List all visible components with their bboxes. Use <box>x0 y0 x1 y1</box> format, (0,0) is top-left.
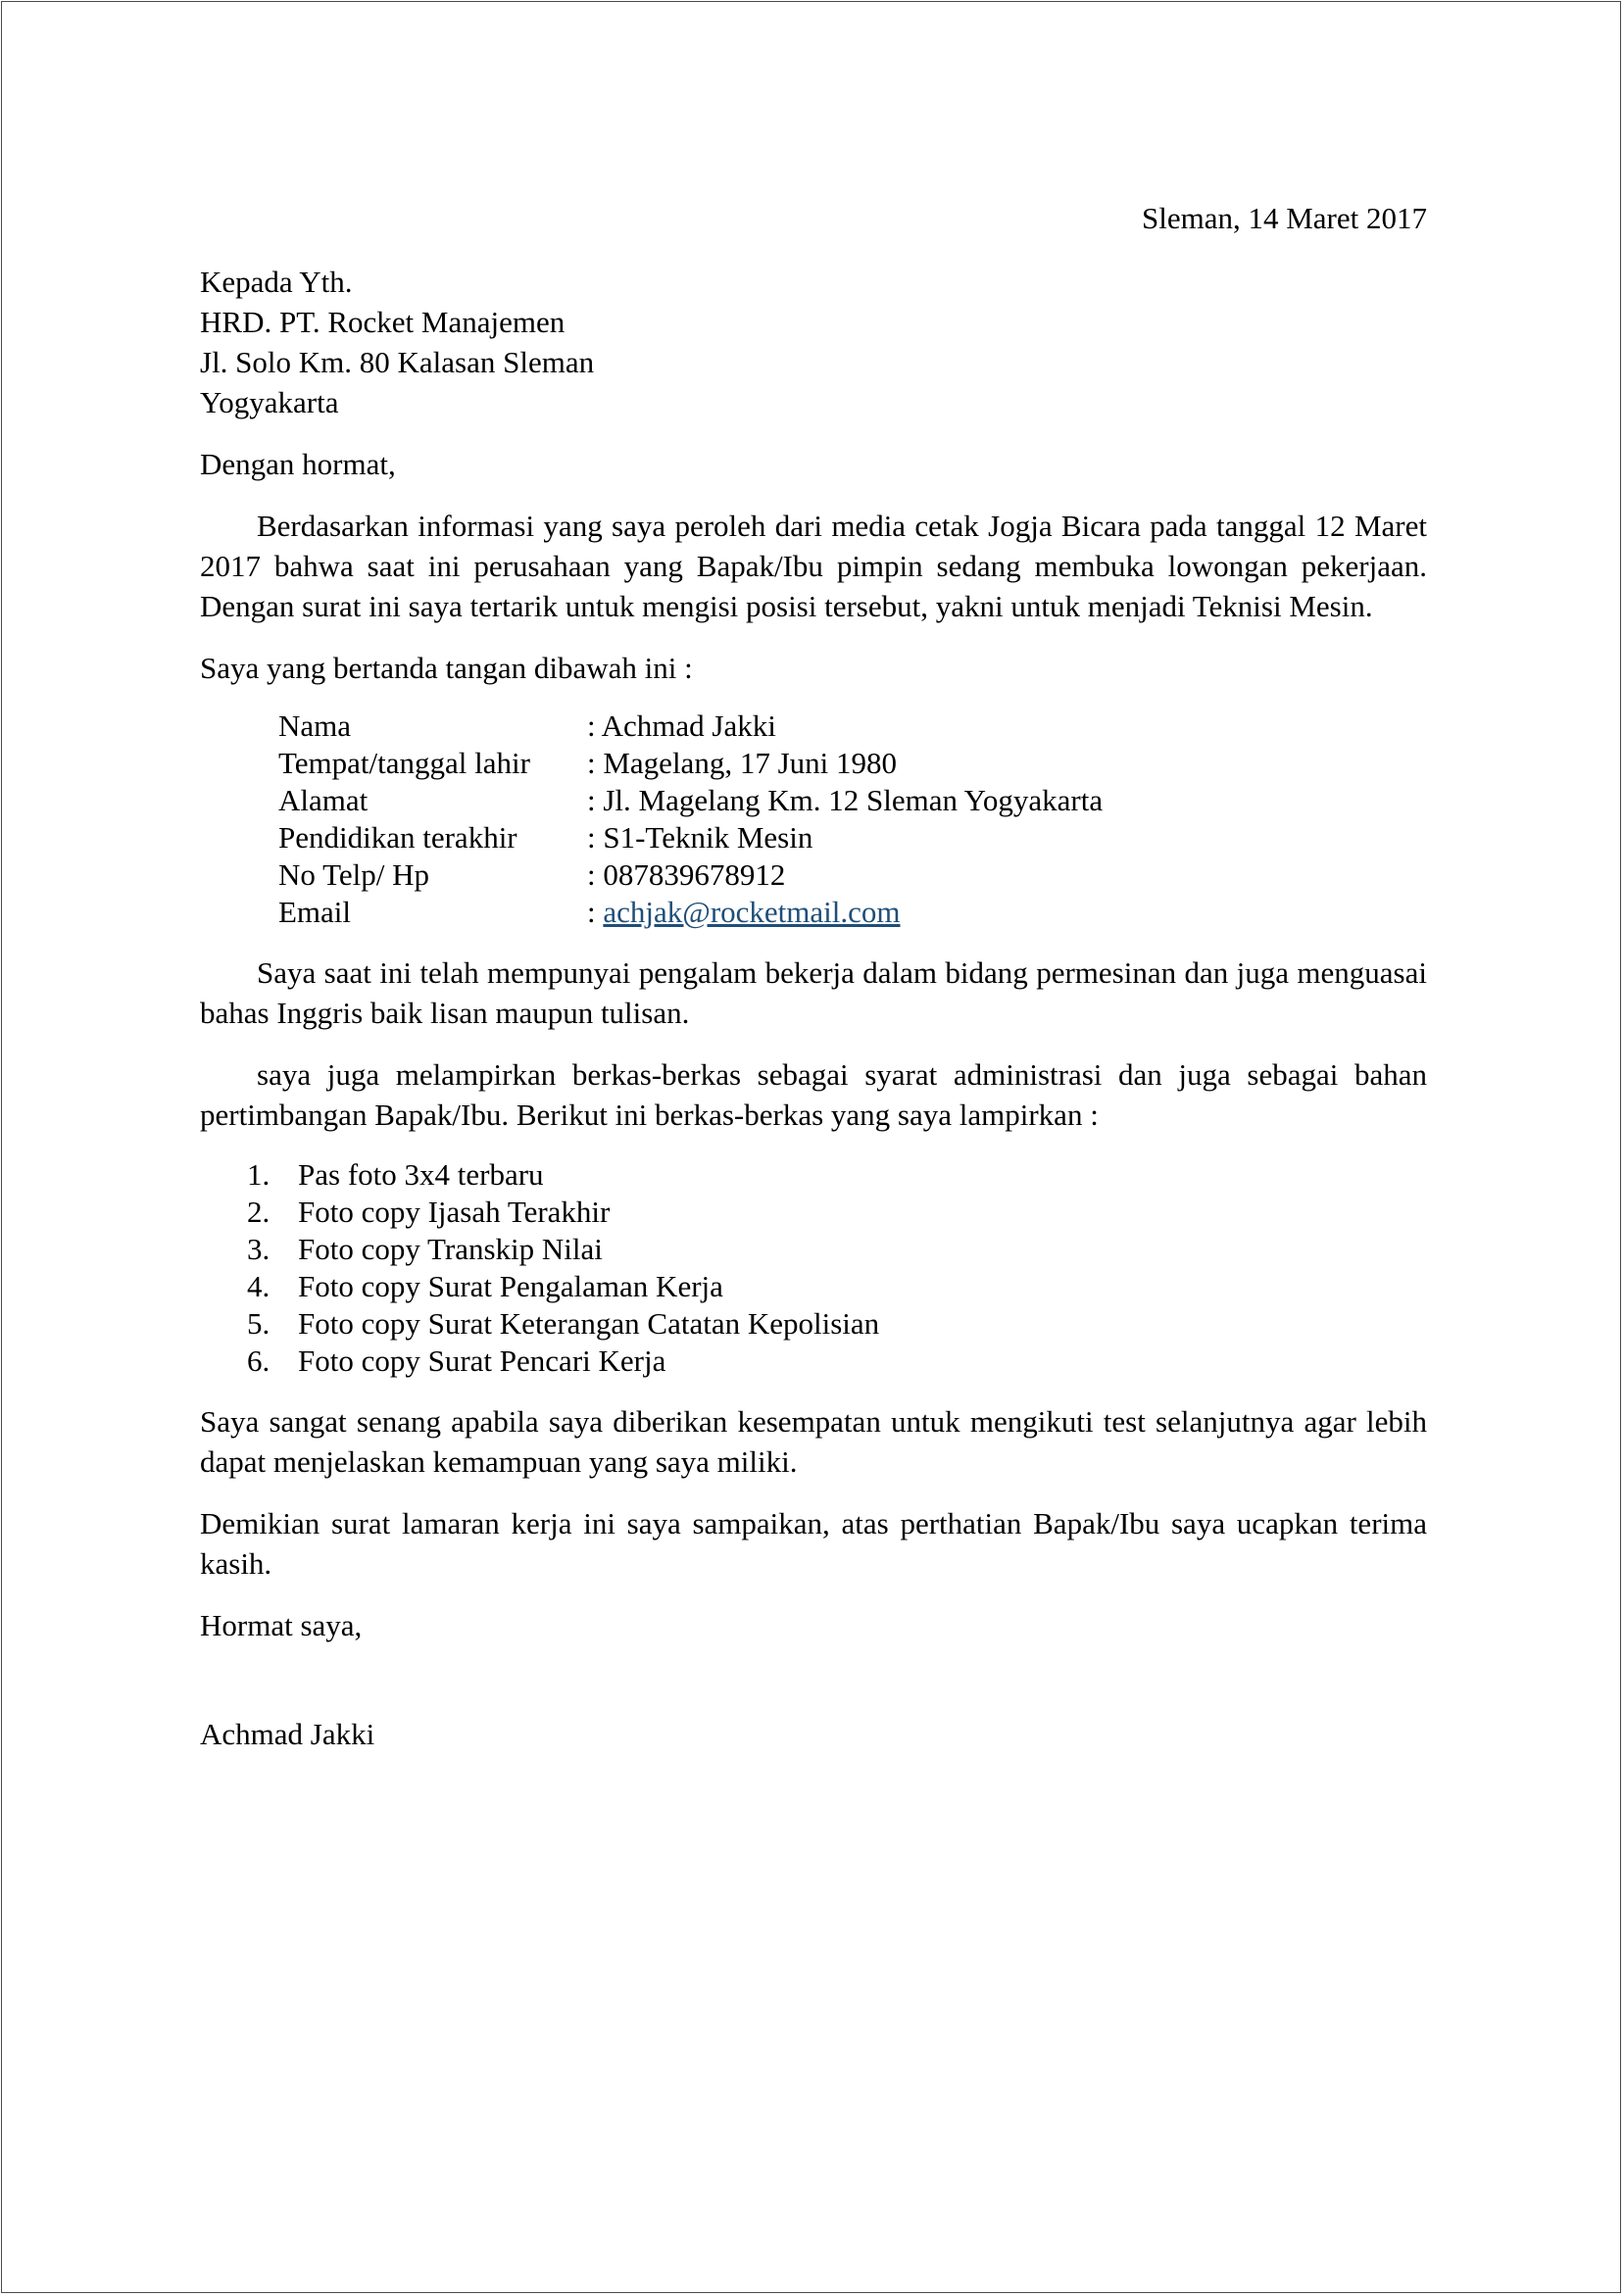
email-link[interactable]: achjak@rocketmail.com <box>603 895 901 929</box>
identity-row <box>278 745 1103 782</box>
identity-label: No Telp/ Hp <box>278 857 429 892</box>
list-item-text: Foto copy Surat Pengalaman Kerja <box>298 1269 723 1303</box>
list-item <box>247 1343 1427 1380</box>
identity-label: Nama <box>278 708 352 743</box>
salutation: Dengan hormat, <box>200 447 396 481</box>
list-item-text: Foto copy Surat Keterangan Catatan Kepolisian <box>298 1306 880 1341</box>
list-item-text: Pas foto 3x4 terbaru <box>298 1157 544 1192</box>
identity-row <box>278 819 1103 856</box>
identity-label: Pendidikan terakhir <box>278 820 517 855</box>
recipient-address <box>200 262 1427 422</box>
identity-email-prefix: : <box>587 895 604 929</box>
identity-intro: Saya yang bertanda tangan dibawah ini : <box>200 651 693 685</box>
identity-value: : Magelang, 17 Juni 1980 <box>587 746 897 780</box>
list-item-number: 5. <box>247 1306 271 1341</box>
identity-value: : 087839678912 <box>587 857 786 892</box>
identity-value: : Achmad Jakki <box>587 708 776 743</box>
identity-label: Email <box>278 895 352 929</box>
list-item-number: 2. <box>247 1195 271 1229</box>
recipient-line: Yogyakarta <box>200 385 339 419</box>
letter-page <box>1 1 1621 2293</box>
closing-paragraph: Demikian surat lamaran kerja ini saya sampaikan, atas perthatian Bapak/Ibu saya ucapkan terima kasih. <box>200 1506 1427 1581</box>
identity-row <box>278 856 1103 894</box>
identity-value: : S1-Teknik Mesin <box>587 820 813 855</box>
identity-label: Tempat/tanggal lahir <box>278 746 530 780</box>
list-item <box>247 1305 1427 1343</box>
list-item-text: Foto copy Surat Pencari Kerja <box>298 1343 666 1378</box>
identity-value: : Jl. Magelang Km. 12 Sleman Yogyakarta <box>587 783 1104 817</box>
experience-paragraph: Saya saat ini telah mempunyai pengalam bekerja dalam bidang permesinan dan juga menguasai bahas Inggris baik lisan maupun tulisan. <box>200 955 1427 1030</box>
list-item-number: 6. <box>247 1343 271 1378</box>
identity-table <box>278 708 1103 931</box>
recipient-line: Kepada Yth. <box>200 265 353 299</box>
list-item-number: 4. <box>247 1269 271 1303</box>
identity-row <box>278 708 1103 745</box>
signer-name: Achmad Jakki <box>200 1717 375 1751</box>
recipient-line: HRD. PT. Rocket Manajemen <box>200 305 566 339</box>
identity-label: Alamat <box>278 783 369 817</box>
recipient-line: Jl. Solo Km. 80 Kalasan Sleman <box>200 345 595 379</box>
attachments-intro: saya juga melampirkan berkas-berkas sebagai syarat administrasi dan juga sebagai bahan pertimbangan Bapak/Ibu. Berikut ini berkas-berkas yang saya lampirkan : <box>200 1057 1427 1132</box>
identity-row <box>278 894 1103 931</box>
letter-body <box>200 198 1427 1754</box>
letter-date: Sleman, 14 Maret 2017 <box>1141 201 1427 235</box>
list-item-text: Foto copy Ijasah Terakhir <box>298 1195 611 1229</box>
list-item <box>247 1268 1427 1305</box>
attachments-list <box>200 1156 1427 1380</box>
opening-paragraph: Berdasarkan informasi yang saya peroleh dari media cetak Jogja Bicara pada tanggal 12 Maret 2017 bahwa saat ini perusahaan yang Bapak/Ibu pimpin sedang membuka lowongan pekerjaan. Dengan surat ini saya tertarik untuk mengisi posisi tersebut, yakni untuk menjadi Teknisi Mesin. <box>200 509 1427 623</box>
list-item-number: 3. <box>247 1232 271 1266</box>
hope-paragraph: Saya sangat senang apabila saya diberikan kesempatan untuk mengikuti test selanjutnya agar lebih dapat menjelaskan kemampuan yang saya miliki. <box>200 1404 1427 1479</box>
list-item <box>247 1194 1427 1231</box>
identity-email-cell <box>587 894 1103 931</box>
closing-greeting: Hormat saya, <box>200 1608 363 1642</box>
list-item <box>247 1231 1427 1268</box>
list-item-number: 1. <box>247 1157 271 1192</box>
list-item-text: Foto copy Transkip Nilai <box>298 1232 603 1266</box>
list-item <box>247 1156 1427 1194</box>
identity-row <box>278 782 1103 819</box>
